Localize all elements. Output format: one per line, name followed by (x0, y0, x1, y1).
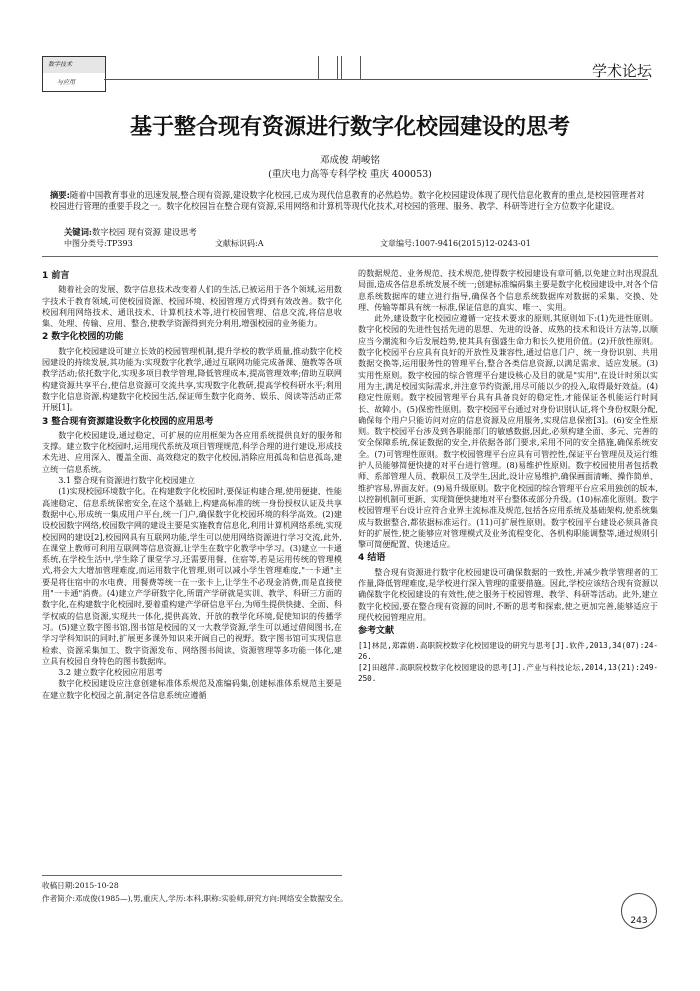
page-number: 243 (621, 893, 657, 929)
section-title: 学术论坛 (591, 62, 652, 80)
paragraph: (1)实现校园环境数字化。在构建数字化校园时,要保证构建合理,使用便捷、性能高速稳定、信息系统保密安全,在这个基础上,构建高标准的统一身份授权认证及共享数据中心,形成统一集成用户平台,统一门户,确保数字化校园环境的科学高效。(2)建设校园数字网络,校园数字网的建设主要是实施教育信息化,利用计算机网络系统,实现校园网的建设[2],校园网具有互联网功能,学生可以使用网络资源进行学习交流,此外,在课堂上教师可利用互联网等信息资源,让学生在数字化教学中学习。(3)建立一卡通系统,在学校生活中,学生除了课堂学习,还需要用餐、住宿等,若是运用传统的管理模式,将会大大增加管理难度,而运用数字化管理,则可以减小学生管理难度,"一卡通"主要是将住宿中的水电费、用餐费等统一在一张卡上,让学生不必现金消费,而是直接使用"一卡通"消费。(4)建立产学研数字化,所谓产学研就是实训、教学、科研三方面的数字化,在构建数字化校园时,要着重构建产学研信息平台,为师生提供快捷、全面、科学权威的信息资源,实现共一体化,提供高效、开放的教学化环境,促使知识的传播学习。(5)建立数字图书馆,图书馆是校园的又一大教学资源,学生可以通过借阅图书,在学习学科知识的同时,扩展更多课外知识来开阔自己的视野。数字图书馆可实现信息检索、资源采集加工、数字资源发布、网络图书阅读、资源管理等多功能一体化,建立具有校园自身特色的图书数据库。 (42, 486, 342, 666)
divider (42, 256, 658, 257)
keywords-label: 关键词: (64, 227, 92, 237)
header-rule (104, 79, 648, 80)
author-bio: 作者简介:邓成俊(1985—),男,重庆人,学历:本科,职称:实验师,研究方向:网络安全数据安全。 (42, 894, 348, 903)
clc-number: 中图分类号:TP393 (64, 239, 133, 248)
left-column (42, 268, 342, 701)
header-divider (341, 56, 342, 80)
reference-item: [1]林昆,郑霖娟.高职院校数字化校园建设的研究与思考[J].软件,2013,34(07):24-26. (358, 640, 658, 661)
keywords-text: 数字校园 现有资源 建设思考 (91, 227, 197, 237)
document-code: 文献标识码:A (215, 239, 264, 248)
references-heading: 参考文献 (358, 626, 395, 637)
section-heading: 1 前言 (42, 271, 70, 281)
right-column (358, 268, 658, 685)
paragraph: 数字化校园建设,通过稳定、可扩展的应用框架为各应用系统提供良好的服务和支撑。建立数字化校园时,运用现代系统及项目管理规范,科学合理的进行建设,形成技术先进、应用深入、覆盖全面、高效稳定的数字化校园,消除应用孤岛和信息孤岛,建立统一信息系统。 (42, 429, 342, 474)
article-affiliation: (重庆电力高等专科学校 重庆 400053) (268, 169, 432, 180)
footnote-rule (42, 875, 342, 876)
abstract-label: 摘要: (50, 190, 70, 200)
badge-top: 数字技术 (43, 57, 105, 73)
paragraph: 数字化校园建设应注意创建标准体系规范及准编码集,创建标准体系规范主要是在建立数字化校园之前,制定各信息系统应遵循 (42, 678, 342, 700)
article-authors: 邓成俊 胡峻铭 (319, 155, 381, 166)
abstract (50, 190, 650, 212)
abstract-text: 随着中国教育事业的迅速发展,整合现有资源,建设数字化校园,已成为现代信息教育的必然趋势。数字化校园建设体现了现代信息化教育的重点,是校园管理者对校园进行管理的重要手段之一。数字化校园旨在整合现有资源,采用网络和计算机等现代化技术,对校园的管理、服务、教学、科研等进行全方位数字化建设。 (50, 190, 645, 211)
article-number: 文章编号:1007-9416(2015)12-0243-01 (380, 239, 531, 248)
header-divider (337, 56, 338, 80)
section-heading: 4 结语 (358, 553, 386, 564)
header-divider (318, 56, 319, 80)
page-header (0, 0, 700, 95)
section-heading: 2 数字化校园的功能 (42, 332, 124, 343)
received-date: 收稿日期:2015-10-28 (42, 881, 119, 890)
reference-item: [2]田越萍.高职院校数字化校园建设的思考[J].产业与科技论坛,2014,13(21):249-250. (358, 663, 658, 684)
header-divider (360, 56, 361, 80)
keywords (64, 226, 197, 238)
paragraph: 整合现有资源进行数字化校园建设可确保数据的一致性,并减少教学管理者的工作量,降低管理难度,是学校进行深入管理的重要措施。因此,学校应该结合现有资源以确保数字化校园建设的有效性,使之服务于校园管理、教学、科研等活动。此外,建立数字化校园,要在整合现有资源的同时,不断的思考和探索,使之更加完善,能够适应于现代校园管理应用。 (358, 566, 658, 622)
paragraph: 此外,建设数字化校园应遵循一定技术要求的原则,其原则如下:(1)先进性原则。数字化校园的先进性包括先进的思想、先进的设备、成熟的技术和设计方法等,以顺应当今潮流和今后发展趋势,使其具有强盛生命力和长久使用价值。(2)开放性原则。数字化校园平台应具有良好的开放性及兼容性,通过信息门户、统一身份识别、共用数据交换等,运用服务性的管理平台,整合各类信息资源,以满足需求、适应发展。(3)实用性原则。数字校园的综合管理平台建设核心及目的就是"实用",在设计时须以实用为主,满足校园实际需求,并注意节约资源,用尽可能以少的投入,取得最好效益。(4)稳定性原则。数字校园管理平台具有具备良好的稳定性,才能保证各机能运行时间长、故障小。(5)保密性原则。数字校园平台通过对身份识别认证,将个身份权限分配,确保每个用户只能访问对应的信息资源及应用服务,实现信息保密[3]。(6)安全性原则。数字校园平台涉及到各职能部门的敏感数据,因此,必须构建全面、多元、完善的安全保障系统,保证数据的安全,并依据各部门要求,采用不同的安全措施,确保系统安全。(7)可管理性原则。数字校园管理平台应具有可管控性,保证平台管理员及运行维护人员能够简便快捷的对平台进行管理。(8)易维护性原则。数字校园使用者包括教师、系部管理人员、教职员工及学生,因此,设计应易维护,确保画面清晰、操作简单、维护容易,界面友好。(9)易升级原则。数字化校园的综合管理平台应采用独创的版本,以控制机制可更新、实现简便快捷地对平台整体或部分升级。(10)标准化原则。数字校园管理平台设计应符合业界主流标准及规范,包括各应用系统及基础架构,使系统集成与数据整合,都依据标准运行。(11)可扩展性原则。数字校园平台建设必须具备良好的扩展性,使之能够应对管理模式及业务流程变化、各机构职能调整等,通过规则引擎可简便配置、快速适应。 (358, 313, 658, 550)
paragraph: 的数据规范、业务规范、技术规范,使得数字校园建设有章可循,以免建立时出现混乱局面,造成各信息系统发展不统一;创建标准编码集主要是数字化校园建设中,对各个信息系统数据库的建立进行指导,确保各个信息系统数据库对数据的采集、交换、处理、传输等都具有统一标准,保证信息的真实、唯一、实用。 (358, 268, 658, 312)
badge-bottom: 与应用 (57, 79, 76, 86)
subsection-heading: 3.2 建立数字化校园应用思考 (58, 667, 163, 678)
paragraph: 数字化校园建设可建立长效的校园管理机制,提升学校的教学质量,推动数字化校园建设的持续发展,其功能为:实现数字化教学,通过互联网功能完成备课、施教等各项教学活动;依托数字化,实现多项目教学管理,降低管理成本,提高管理效率;借助互联网构建资源共享平台,使信息资源可交流共享,实现数字化教研,提高学校科研水平;利用数字化信息资源,构建数字化校园生活,保证师生数字化商务、娱乐、阅读等活动正常开展[1]。 (42, 345, 342, 413)
paragraph: 随着社会的发展、数字信息技术改变着人们的生活,已被运用于各个领域,运用数字技术于教育领域,可使校园资源、校园环境、校园管理方式得到有效改善。数字化校园利用网络技术、通讯技术、计算机技术等,进行校园管理、信息交流,将信息收集、处理、传输、应用、整合,使教学资源得到充分利用,增强校园的业务能力。 (42, 284, 342, 329)
article-title: 基于整合现有资源进行数字化校园建设的思考 (129, 114, 570, 140)
subsection-heading: 3.1 整合现有资源进行数字化校园建立 (58, 475, 196, 486)
section-heading: 3 整合现有资源建设数字化校园的应用思考 (42, 416, 214, 427)
journal-badge (42, 56, 106, 92)
